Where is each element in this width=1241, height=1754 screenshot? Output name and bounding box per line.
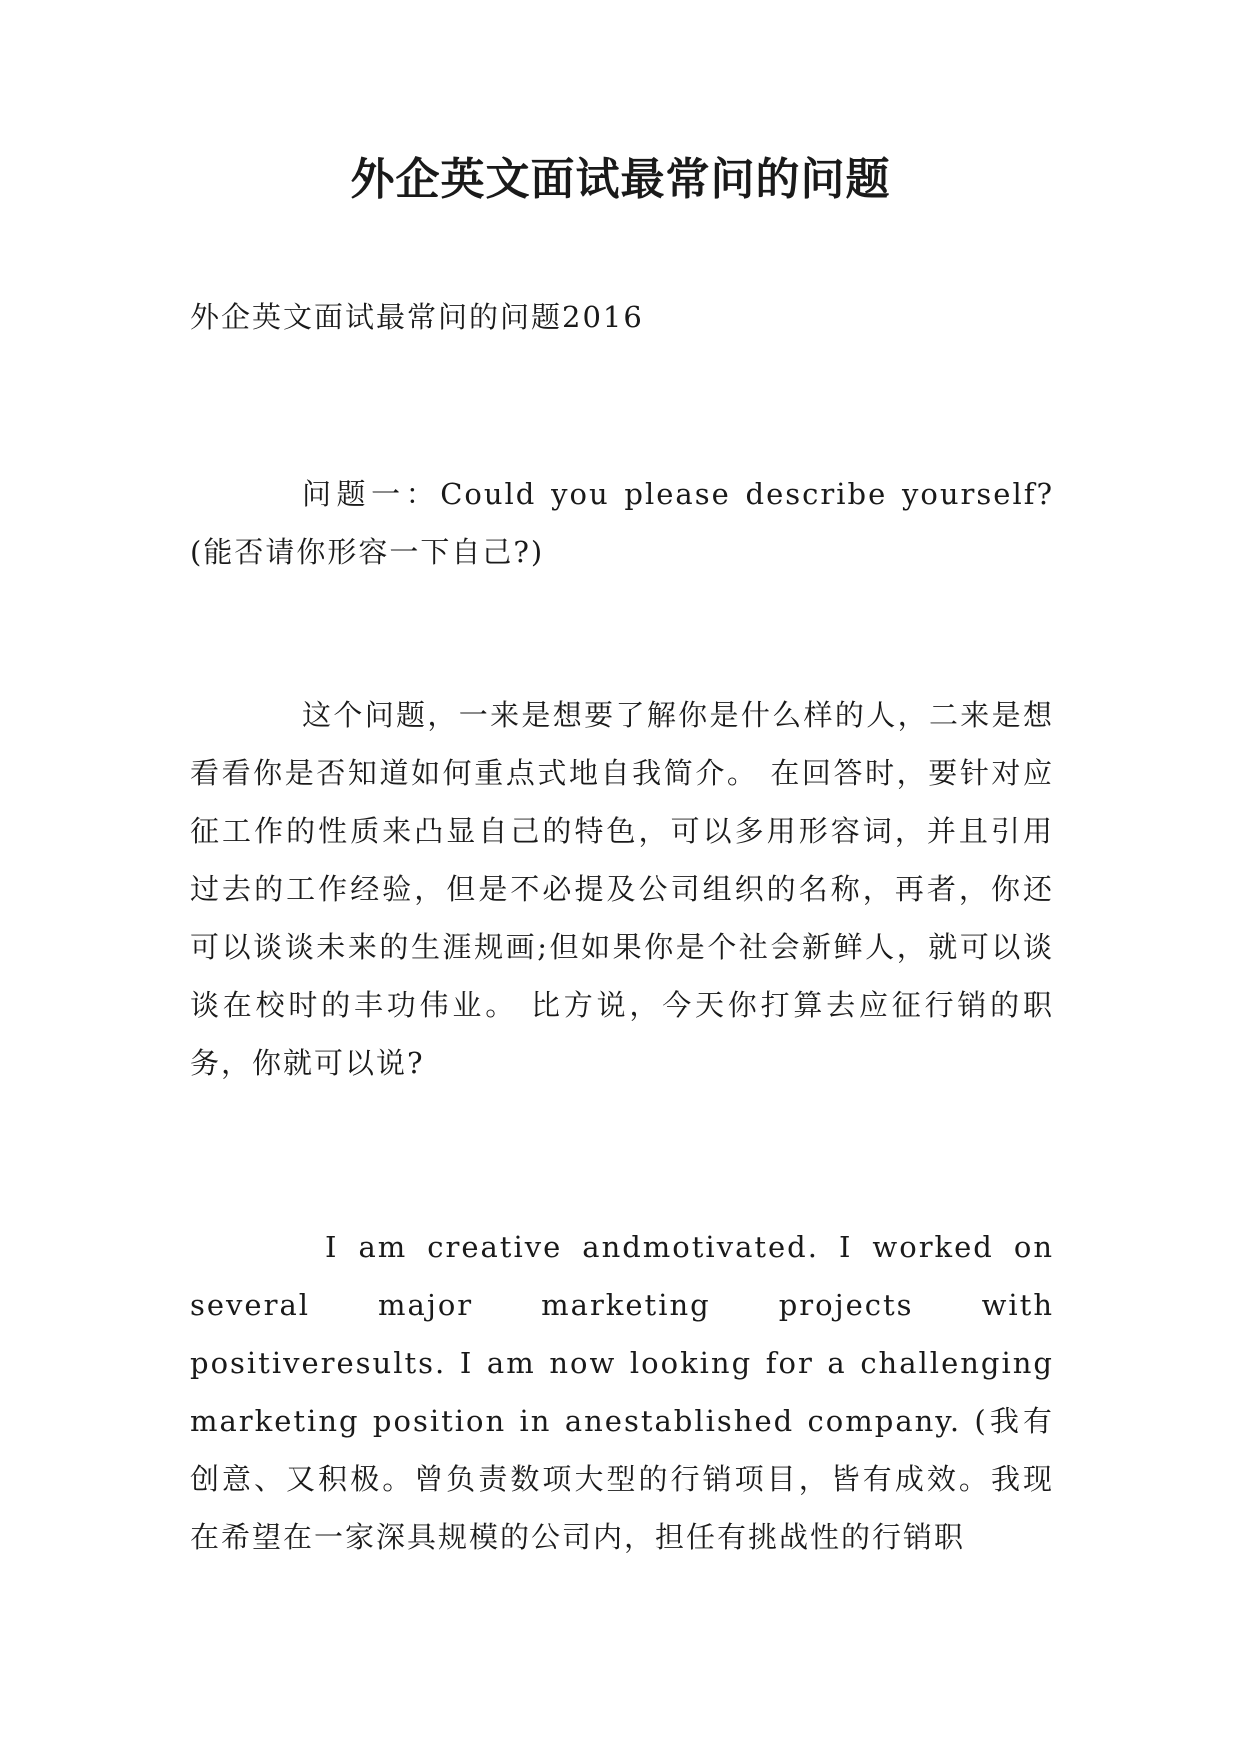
document-subtitle: 外企英文面试最常问的问题2016 [190,300,644,334]
question-one: 问题一：Could you please describe yourself?(能否请你形容一下自己?) [190,477,1054,569]
document-title: 外企英文面试最常问的问题 [350,154,891,205]
paragraph-explanation: 这个问题，一来是想要了解你是什么样的人，二来是想看看你是否知道如何重点式地自我简介。 在回答时，要针对应征工作的性质来凸显自己的特色，可以多用形容词，并且引用过去的工作经验，但是不必提及公司组织的名称，再者，你还可以谈谈未来的生涯规画;但如果你是个社会新鲜人，就可以谈谈在校时的丰功伟业。 比方说，今天你打算去应征行销的职务，你就可以说? [190,698,1054,1080]
paragraph-sample-answer: I am creative andmotivated. I worked on several major marketing projects with positiveresults. I am now looking for a challenging marketing position in anestablished company. (我有创意、又积极。曾负责数项大型的行销项目，皆有成效。我现在希望在一家深具规模的公司内，担任有挑战性的行销职 [190,1230,1054,1554]
